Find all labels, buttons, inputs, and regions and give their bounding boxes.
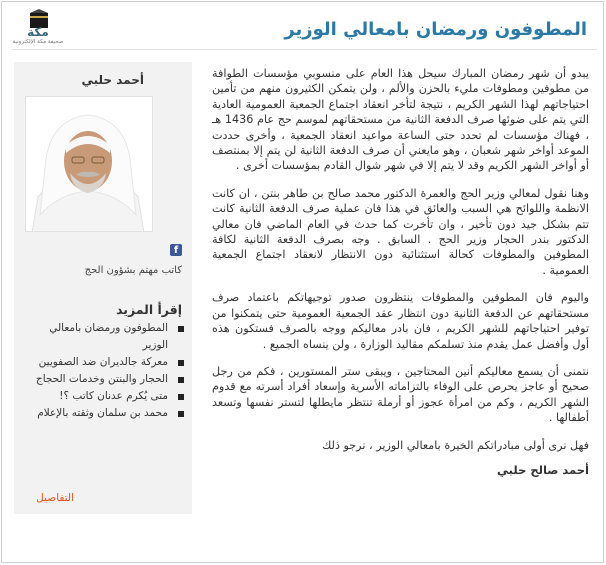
bullet-icon <box>178 377 184 383</box>
logo-tagline: صحيفة مكة الإلكترونية <box>12 39 64 45</box>
bullet-icon <box>178 411 184 417</box>
facebook-icon[interactable]: f <box>170 244 182 256</box>
read-more-item-label[interactable]: محمد بن سلمان وثقته بالإعلام <box>37 407 168 419</box>
read-more-list <box>24 320 184 422</box>
article-paragraph: نتمنى أن يسمع معاليكم أنين المحتاجين ، ويبقى ستر المستورين ، فكم من رجل صحيح أو عاجز يحرص على الوفاء بالتزاماته الأسرية وإسعاد أفراد أسرته مع قدوم الشهر الكريم ، وكم من امرأة عجوز أو أرملة تنتظر مايطلها لتستر نفسها وتسعد أطفالها . <box>212 364 589 425</box>
read-more-item[interactable] <box>24 354 184 371</box>
article-header <box>12 8 597 50</box>
bullet-icon <box>178 360 184 366</box>
author-name[interactable]: أحمد حلبي <box>81 73 144 87</box>
read-more-item[interactable] <box>24 405 184 422</box>
read-more-item-label[interactable]: متى يُكرم عدنان كاتب ؟! <box>59 390 168 402</box>
article-paragraph: يبدو أن شهر رمضان المبارك سيحل هذا العام على منسوبي مؤسسات الطوافة من مطوفين ومطوفات مليء بالحزن والألم ، ولن يتمكن الكثيرون منهم من تأمين احتياجاتهم لهذا الشهر الكريم ، نتيجة لتأخر انعقاد اجتماع الجمعية العمومية العادية التي يتم على ضوئها صرف الدفعة الثانية من مستحقاتهم لموسم حج عام 1436 هـ ، فهناك مؤسسات لم تحدد حتى الساعة مواعيد انعقاد الجمعية ، وأخرى حددت الموعد أواخر شهر شعبان ، وهو مايعني أن صرف الدفعة الثانية لن يتم إلا بمنتصف أو أواخر الشهر الكريم وقد لا يتم إلا في شهر شوال القادم بمؤسسات أخرى . <box>212 67 589 173</box>
article-paragraph: وهنا نقول لمعالي وزير الحج والعمرة الدكتور محمد صالح بن طاهر بنتن ، ان كانت الانظمة واللوائح هي السبب والعائق في هذا فان عملية صرف الدفعة الثانية كانت تتم بشكل جيد دون تأخير ، وان تأخرت كما حدث في العام الماضي فان معالي الدكتور بندر الحجار وزير الحج . السابق . وجه بصرف الدفعة الثانية لكافة المطوفين والمطوفات كحالة استثنائية دون الانتظار لانعقاد اجتماع الجمعية العمومية . <box>212 186 589 277</box>
author-photo <box>25 96 153 232</box>
article-paragraph: فهل نرى أولى مبادراتكم الخيرة بامعالي الوزير ، نرجو ذلك <box>322 438 589 452</box>
author-sidebar <box>14 62 192 514</box>
site-logo[interactable] <box>12 8 64 46</box>
details-link[interactable]: التفاصيل <box>36 492 74 504</box>
read-more-item-label[interactable]: المطوفون ورمضان بامعالي الوزير <box>49 322 168 351</box>
read-more-item[interactable] <box>24 388 184 405</box>
page-frame <box>1 1 604 563</box>
read-more-item-label[interactable]: معركة جالديران ضد الصفويين <box>38 356 168 368</box>
author-portrait <box>25 97 152 232</box>
article-paragraph: واليوم فان المطوفين والمطوفات ينتظرون صدور توجيهاتكم باعتماد صرف مستحقاتهم عن الدفعة الثانية دون انتظار عقد الجمعية العمومية حتى يتمكنوا من توفير احتياجاتهم للشهر الكريم ، فان بادر معاليكم ووجه بالصرف فستكون هذه أول وأفضل عمل يقدم منذ تسلمكم مقاليد الوزارة ، ولن ينساه الجميع . <box>212 291 589 351</box>
bullet-icon <box>178 394 184 400</box>
read-more-item[interactable] <box>24 371 184 388</box>
logo-wordmark: مكة <box>27 25 49 39</box>
article-signature: أحمد صالح حلبي <box>497 462 589 477</box>
read-more-item[interactable] <box>24 320 184 354</box>
article-body <box>212 66 589 490</box>
bullet-icon <box>178 326 184 332</box>
read-more-item-label[interactable]: الحجار والبنتن وخدمات الحجاج <box>35 373 168 385</box>
read-more-heading: إقرأ المزيد <box>116 302 182 317</box>
article-title: المطوفون ورمضان بامعالي الوزير <box>284 19 587 40</box>
author-bio: كاتب مهتم بشؤون الحج <box>84 265 182 276</box>
